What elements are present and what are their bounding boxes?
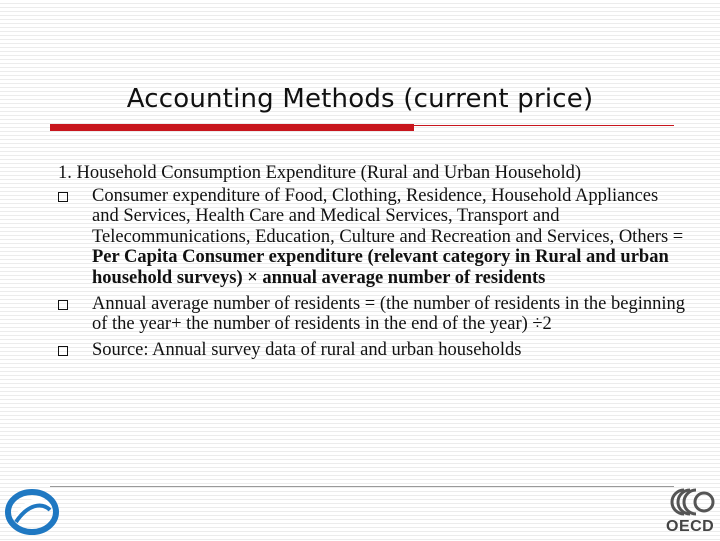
slide-content	[58, 163, 688, 365]
bullet-text: Consumer expenditure of Food, Clothing, Residence, Household Appliances and Services, Health Care and Medical Services, Transport and Telecommunications, Education, Culture and Recreation and Services, Others =	[92, 185, 684, 247]
title-underline-line	[414, 125, 674, 126]
bullet-box-icon	[58, 346, 68, 356]
oecd-logo-text: OECD	[666, 518, 715, 535]
slide-title: Accounting Methods (current price)	[126, 84, 594, 114]
bullet-item	[58, 294, 688, 335]
bullet-bold-text: Per Capita Consumer expenditure (relevant category in Rural and urban household surveys) × annual average number of residents	[92, 247, 669, 288]
bullet-item	[58, 186, 688, 289]
footer-divider	[50, 486, 674, 487]
circular-logo-icon	[4, 488, 60, 541]
bullet-item	[58, 340, 688, 361]
bullet-text: Annual average number of residents = (the number of residents in the beginning of the year+ the number of residents in the end of the year) ÷2	[92, 293, 686, 335]
bullet-text: Source: Annual survey data of rural and urban households	[92, 339, 522, 360]
title-underline-bar	[50, 124, 414, 131]
section-heading: 1. Household Consumption Expenditure (Rural and Urban Household)	[58, 163, 582, 183]
bullet-box-icon	[58, 300, 68, 310]
bullet-box-icon	[58, 192, 68, 202]
